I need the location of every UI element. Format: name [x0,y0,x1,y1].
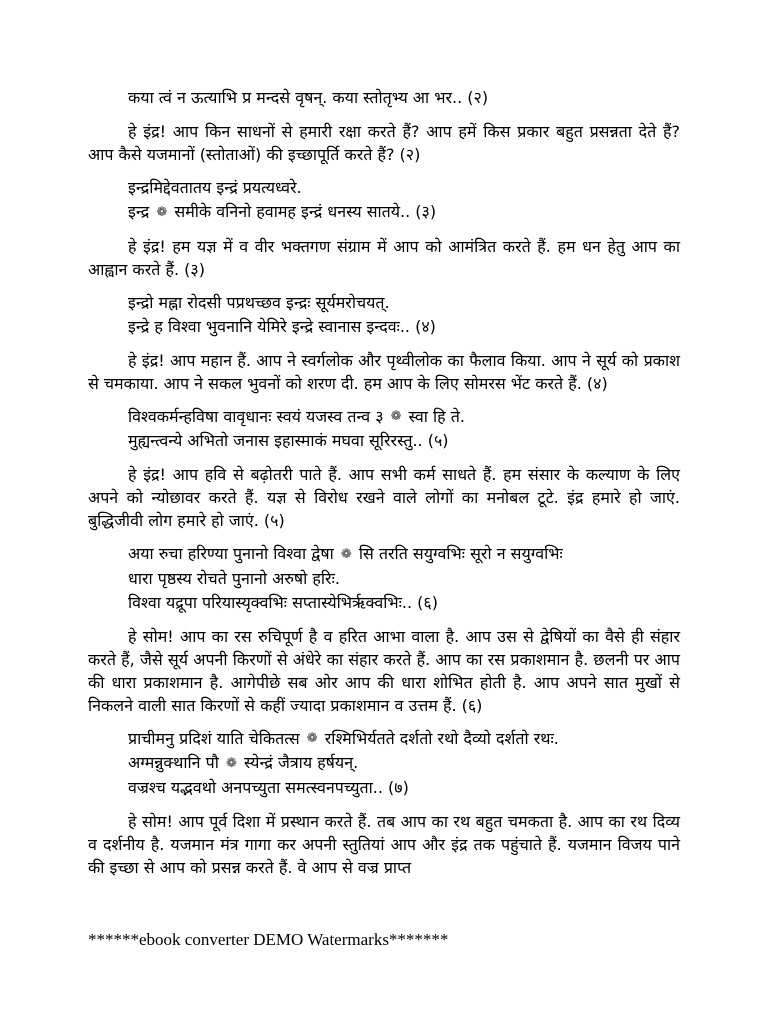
document-body [88,86,680,889]
verse-line: अया रुचा हरिण्या पुनानो विश्वा द्वेषा ❁ सि तरति सयुग्वभिः सूरो न सयुग्वभिः [128,542,680,567]
verse-line: वज्रश्च यद्भवथो अनपच्युता समत्स्वनपच्युता.. (७) [128,777,409,797]
verse-line: इन्द्रे ह विश्वा भुवनानि येमिरे इन्द्रे स्वानास इन्दवः.. (४) [128,316,436,336]
verse-2 [88,86,680,110]
verse-line: इन्द्रमिद्देवतातय इन्द्रं प्रयत्यध्वरे. [128,178,302,197]
flower-ornament-icon: ❁ [225,755,237,771]
translation-3: हे इंद्र! हम यज्ञ में व वीर भक्तगण संग्राम में आप को आमंत्रित करते हैं. हम धन हेतु आप का आह्वान करते हैं. (३) [88,236,680,279]
verse-line: इन्द्रो मह्ना रोदसी पप्रथच्छव इन्द्रः सूर्यमरोचयत्. [128,292,390,312]
verse-5 [88,405,680,454]
translation-5: हे इंद्र! आप हवि से बढ़ोतरी पाते हैं. आप सभी कर्म साधते हैं. हम संसार के कल्याण के लिए अपने को न्योछावर करते हैं. यज्ञ से विरोध रखने वाले लोगों का मनोबल टूटे. इंद्र हमारे हो जाएं. बुद्धिजीवी लोग हमारे हो जाएं. (५) [88,465,680,530]
verse-3 [88,176,680,225]
verse-line: विश्वकर्मन्हविषा वावृधानः स्वयं यजस्व तन्व ३ ❁ स्वा हि ते. [128,405,680,430]
demo-watermark: ******ebook converter DEMO Watermarks******* [88,930,449,949]
verse-line: कया त्वं न ऊत्याभि प्र मन्दसे वृषन्. कया स्तोतृभ्य आ भर.. (२) [128,88,489,107]
translation-4: हे इंद्र! आप महान हैं. आप ने स्वर्गलोक और पृथ्वीलोक का फैलाव किया. आप ने सूर्य को प्रकाश से चमकाया. आप ने सकल भुवनों को शरण दी. हम आप के लिए सोमरस भेंट करते हैं. (४) [88,350,680,393]
flower-ornament-icon: ❁ [156,204,168,220]
verse-line: धारा पृष्ठस्य रोचते पुनानो अरुषो हरिः. [128,568,340,588]
translation-7: हे सोम! आप पूर्व दिशा में प्रस्थान करते हैं. तब आप का रथ बहुत चमकता है. आप का रथ दिव्य व दर्शनीय है. यजमान मंत्र गागा कर अपनी स्तुतियां आप और इंद्र तक पहुंचाते हैं. यजमान विजय पाने की इच्छा से आप को प्रसन्न करते हैं. वे आप से वज्र प्राप्त [88,811,680,877]
verse-7 [88,727,680,800]
translation-2: हे इंद्र! आप किन साधनों से हमारी रक्षा करते हैं? आप हमें किस प्रकार बहुत प्रसन्नता देते हैं? आप कैसे यजमानों (स्तोताओं) की इच्छापूर्ति करते हैं? (२) [88,122,680,164]
verse-line: विश्वा यद्रूपा परियास्यृक्वभिः सप्तास्येभिर्ऋक्वभिः.. (६) [128,592,438,612]
flower-ornament-icon: ❁ [390,409,402,424]
verse-line: अग्मन्नुक्थानि पौ ❁ स्येन्द्रं जैत्राय हर्षयन्. [128,751,680,776]
verse-line: इन्द्र ❁ समीके वनिनो हवामह इन्द्रं धनस्य सातये.. (३) [128,200,680,225]
translation-6: हे सोम! आप का रस रुचिपूर्ण है व हरित आभा वाला है. आप उस से द्वेषियों का वैसे ही संहार करते हैं, जैसे सूर्य अपनी किरणों से अंधेरे का संहार करते हैं. आप का रस प्रकाशमान है. छलनी पर आप की धारा प्रकाशमान है. आगेपीछे सब ओर आप की धारा शोभित होती है. आप अपने सात मुखों से निकलने वाली सात किरणों से कहीं ज्यादा प्रकाशमान व उत्तम हैं. (६) [88,626,680,715]
verse-6 [88,542,680,615]
flower-ornament-icon: ❁ [306,731,318,746]
verse-line: प्राचीमनु प्रदिशं याति चेकितत्स ❁ रश्मिभिर्यतते दर्शतो रथो दैव्यो दर्शतो रथः. [128,727,680,752]
verse-line: मुह्यन्त्वन्ये अभितो जनास इहास्माकं मघवा सूरिरस्तु.. (५) [128,431,449,450]
flower-ornament-icon: ❁ [340,546,352,562]
verse-4 [88,291,680,339]
